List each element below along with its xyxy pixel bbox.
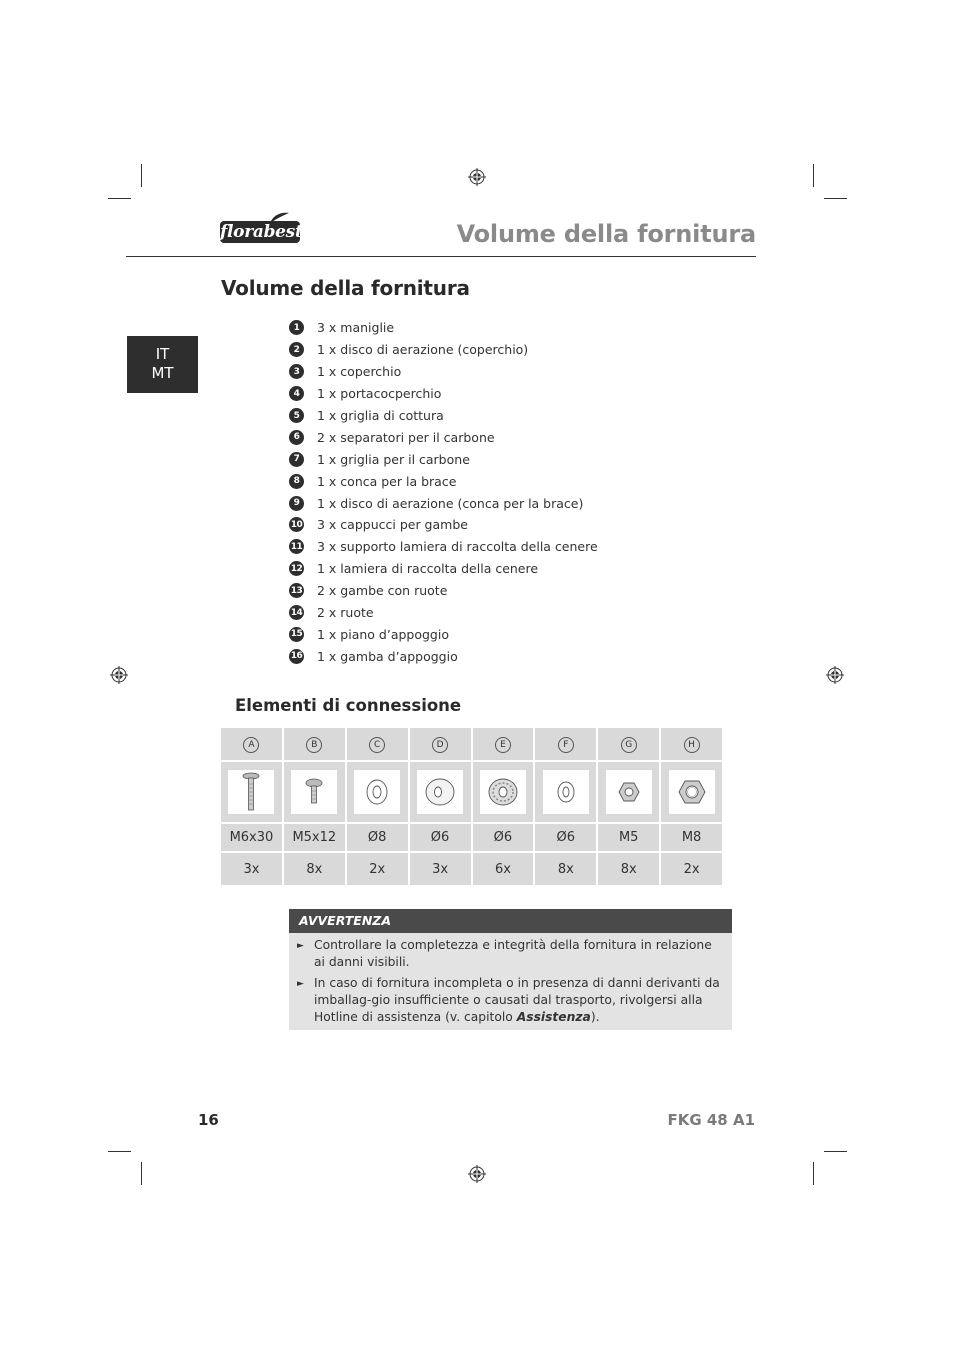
bolt-long-icon [241, 772, 261, 812]
list-item [289, 645, 598, 667]
chapter-reference: Assistenza [516, 1010, 591, 1024]
table-cell: M8 [661, 824, 722, 851]
table-cell [535, 728, 596, 760]
part-letter: A [243, 737, 259, 753]
crop-mark [824, 1151, 847, 1152]
table-cell: 2x [347, 853, 408, 885]
arrow-right-icon: ► [297, 941, 304, 951]
header-title: Volume della fornitura [456, 220, 756, 248]
table-cell: 6x [473, 853, 534, 885]
part-letter: G [621, 737, 637, 753]
item-number-badge: 15 [289, 627, 304, 642]
table-cell [598, 762, 659, 822]
crop-mark [108, 1151, 131, 1152]
page-number: 16 [198, 1111, 219, 1129]
delivery-list [289, 317, 598, 667]
part-letter: C [369, 737, 385, 753]
table-row [221, 728, 722, 760]
table-cell: 3x [221, 853, 282, 885]
part-letter: H [684, 737, 700, 753]
item-text: 1 x portacocperchio [317, 386, 442, 402]
table-cell: Ø6 [473, 824, 534, 851]
connection-title: Elementi di connessione [235, 696, 462, 715]
table-cell: M5x12 [284, 824, 345, 851]
table-cell [661, 728, 722, 760]
item-number-badge: 2 [289, 342, 304, 357]
item-text: 1 x conca per la brace [317, 473, 457, 489]
registration-mark-icon [110, 666, 128, 684]
item-number-badge: 3 [289, 364, 304, 379]
table-cell: Ø6 [535, 824, 596, 851]
list-item [289, 448, 598, 470]
part-letter: B [306, 737, 322, 753]
table-row [221, 762, 722, 822]
item-number-badge: 7 [289, 452, 304, 467]
warning-item [297, 937, 722, 971]
table-cell [473, 762, 534, 822]
table-cell: 8x [284, 853, 345, 885]
table-cell [410, 762, 471, 822]
registration-mark-icon [468, 168, 486, 186]
item-text: 1 x coperchio [317, 364, 402, 380]
item-text: 1 x piano d’appoggio [317, 626, 449, 642]
table-cell [221, 762, 282, 822]
crop-mark [813, 1162, 814, 1185]
table-cell: Ø6 [410, 824, 471, 851]
language-code-mt: MT [151, 364, 174, 382]
warning-item [297, 975, 722, 1026]
item-number-badge: 16 [289, 649, 304, 664]
item-text: 1 x disco di aerazione (conca per la brace) [317, 495, 584, 511]
section-title: Volume della fornitura [221, 276, 470, 300]
warning-text [314, 975, 722, 1026]
washer-icon [365, 778, 389, 806]
table-cell: M5 [598, 824, 659, 851]
warning-text-part: ). [590, 1010, 600, 1024]
table-cell [535, 762, 596, 822]
item-text: 2 x separatori per il carbone [317, 429, 495, 445]
item-number-badge: 8 [289, 474, 304, 489]
list-item [289, 470, 598, 492]
item-text: 2 x gambe con ruote [317, 583, 448, 599]
item-text: 2 x ruote [317, 605, 374, 621]
warning-box [289, 909, 732, 1030]
item-number-badge: 1 [289, 320, 304, 335]
item-text: 1 x gamba d’appoggio [317, 648, 458, 664]
warning-title: AVVERTENZA [289, 909, 732, 933]
part-letter: F [558, 737, 574, 753]
registration-mark-icon [826, 666, 844, 684]
list-item [289, 361, 598, 383]
crop-mark [813, 164, 814, 187]
item-number-badge: 13 [289, 583, 304, 598]
part-letter: E [495, 737, 511, 753]
table-cell: 8x [535, 853, 596, 885]
language-code-it: IT [155, 345, 170, 363]
table-cell: M6x30 [221, 824, 282, 851]
table-cell [347, 762, 408, 822]
warning-text: Controllare la completezza e integrità della fornitura in relazione ai danni visibili. [314, 938, 712, 969]
table-cell [221, 728, 282, 760]
table-cell [598, 728, 659, 760]
item-number-badge: 9 [289, 496, 304, 511]
list-item [289, 623, 598, 645]
table-cell [661, 762, 722, 822]
list-item [289, 602, 598, 624]
table-row [221, 824, 722, 851]
model-number: FKG 48 A1 [667, 1111, 755, 1129]
nut-small-icon [618, 781, 640, 803]
list-item [289, 317, 598, 339]
crop-mark [824, 198, 847, 199]
header-divider [126, 256, 756, 257]
item-text: 1 x disco di aerazione (coperchio) [317, 342, 529, 358]
language-tab [127, 336, 198, 393]
lock-washer-icon [487, 777, 519, 807]
table-row [221, 853, 722, 885]
bolt-short-icon [304, 777, 324, 807]
item-text: 3 x cappucci per gambe [317, 517, 468, 533]
nut-large-icon [678, 779, 706, 805]
item-text: 3 x supporto lamiera di raccolta della cenere [317, 539, 598, 555]
crop-mark [141, 1162, 142, 1185]
item-number-badge: 5 [289, 408, 304, 423]
connection-table [219, 726, 724, 887]
list-item [289, 383, 598, 405]
item-text: 3 x maniglie [317, 320, 395, 336]
table-cell: 8x [598, 853, 659, 885]
item-text: 1 x griglia di cottura [317, 408, 444, 423]
item-number-badge: 12 [289, 561, 304, 576]
crop-mark [141, 164, 142, 187]
list-item [289, 558, 598, 580]
washer-large-icon [424, 777, 456, 807]
table-cell [284, 728, 345, 760]
warning-text-part: In caso di fornitura incompleta o in presenza di danni derivanti da imballag-gio insufficiente o causati dal trasporto, rivolgersi alla Hotline di assistenza (v. capitolo [314, 976, 720, 1024]
item-number-badge: 4 [289, 386, 304, 401]
list-item [289, 426, 598, 448]
washer-small-icon [556, 780, 576, 804]
table-cell: 2x [661, 853, 722, 885]
list-item [289, 514, 598, 536]
item-text: 1 x griglia per il carbone [317, 451, 470, 467]
table-cell [347, 728, 408, 760]
table-cell: 3x [410, 853, 471, 885]
warning-body [289, 933, 732, 1030]
table-cell: Ø8 [347, 824, 408, 851]
item-number-badge: 11 [289, 539, 304, 554]
brand-logo: florabest [220, 222, 303, 242]
table-cell [410, 728, 471, 760]
list-item [289, 536, 598, 558]
registration-mark-icon [468, 1165, 486, 1183]
list-item [289, 580, 598, 602]
list-item [289, 339, 598, 361]
crop-mark [108, 198, 131, 199]
table-cell [473, 728, 534, 760]
list-item [289, 492, 598, 514]
item-number-badge: 10 [289, 517, 304, 532]
item-number-badge: 14 [289, 605, 304, 620]
table-cell [284, 762, 345, 822]
list-item [289, 405, 598, 427]
item-number-badge: 6 [289, 430, 304, 445]
item-text: 1 x lamiera di raccolta della cenere [317, 561, 539, 577]
arrow-right-icon: ► [297, 979, 304, 989]
part-letter: D [432, 737, 448, 753]
